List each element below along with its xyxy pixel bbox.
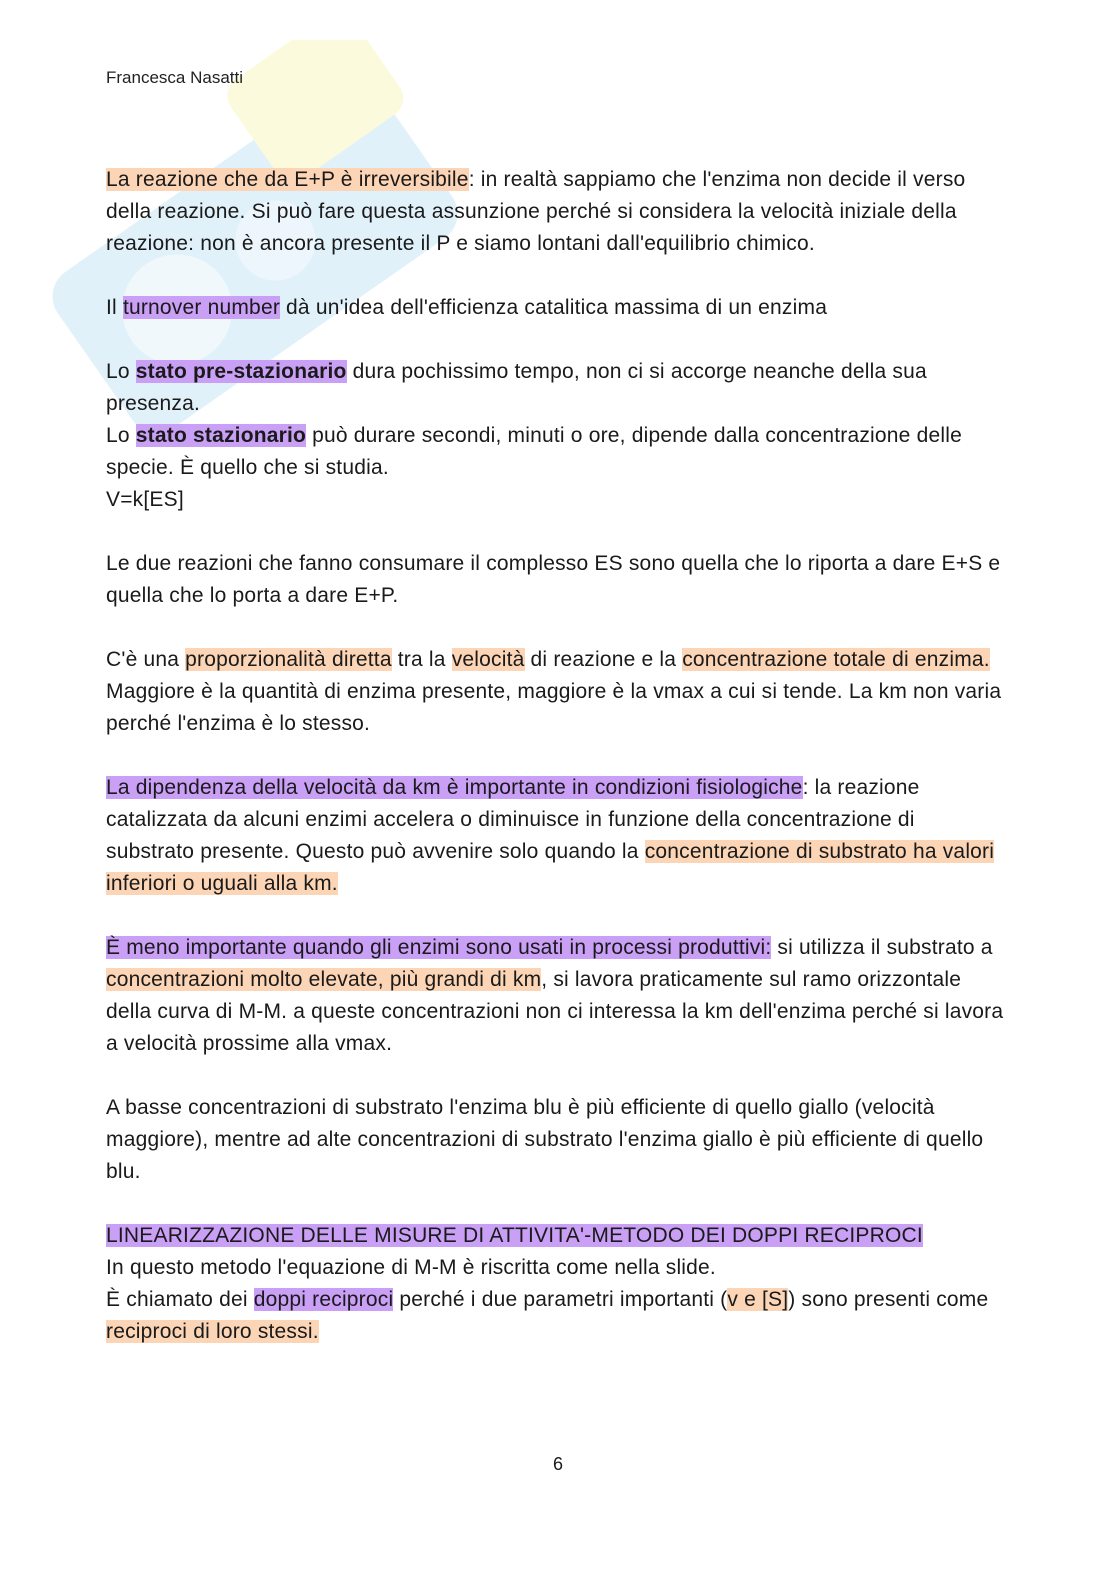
paragraph-method: In questo metodo l'equazione di M-M è riscritta come nella slide. (106, 1256, 716, 1279)
highlight-km-dependence: La dipendenza della velocità da km è importante in condizioni fisiologiche (106, 776, 803, 799)
highlight-turnover-number: turnover number (122, 296, 281, 319)
paragraph-blue-yellow: A basse concentrazioni di substrato l'enzima blu è più efficiente di quello giallo (velocità maggiore), mentre ad alte concentrazioni di substrato l'enzima giallo è più efficiente di quello blu. (106, 1096, 984, 1183)
paragraph-irreversible: La reazione che da E+P è irreversibile: in realtà sappiamo che l'enzima non decide il verso della reazione. Si può fare questa assunzione perché si considera la velocità iniziale della reazione: non è ancora presente il P e siamo lontani dall'equilibrio chimico. (106, 168, 966, 255)
section-heading-linearization (106, 1220, 1006, 1252)
highlight-double-reciprocal: doppi reciproci (253, 1288, 394, 1311)
highlight-irreversible: La reazione che da E+P è irreversibile (106, 168, 469, 191)
paragraph-physiological: La dipendenza della velocità da km è importante in condizioni fisiologiche: la reazione catalizzata da alcuni enzimi accelera o diminuisce in funzione della concentrazione di substrato presente. Questo può avvenire solo quando la concentrazione di substrato ha valori inferiori o uguali alla km. (106, 776, 995, 895)
highlight-high-concentrations: concentrazioni molto elevate, più grandi di km (106, 968, 542, 991)
author-header: Francesca Nasatti (106, 68, 243, 87)
formula-velocity: V=k[ES] (106, 488, 184, 511)
highlight-stationary: stato stazionario (135, 424, 307, 447)
paragraph-proportionality: C'è una proporzionalità diretta tra la velocità di reazione e la concentrazione totale di enzima. (106, 648, 990, 671)
highlight-velocity: velocità (451, 648, 525, 671)
paragraph-vmax: Maggiore è la quantità di enzima presente, maggiore è la vmax a cui si tende. La km non varia perché l'enzima è lo stesso. (106, 680, 1002, 735)
paragraph-pre-stationary: Lo stato pre-stazionario dura pochissimo tempo, non ci si accorge neanche della sua presenza. (106, 360, 927, 415)
highlight-proportionality: proporzionalità diretta (185, 648, 392, 671)
highlight-pre-stationary: stato pre-stazionario (135, 360, 347, 383)
highlight-reciprocals: reciproci di loro stessi. (106, 1320, 319, 1343)
highlight-linearization: LINEARIZZAZIONE DELLE MISURE DI ATTIVITA'-METODO DEI DOPPI RECIPROCI (106, 1224, 923, 1247)
page-number: 6 (552, 1454, 563, 1474)
paragraph-productive: È meno importante quando gli enzimi sono usati in processi produttivi: si utilizza il substrato a concentrazioni molto elevate, più grandi di km, si lavora praticamente sul ramo orizzontale della curva di M-M. a queste concentrazioni non ci interessa la km dell'enzima perché si lavora a velocità prossime alla vmax. (106, 936, 1004, 1055)
highlight-total-concentration: concentrazione totale di enzima. (682, 648, 990, 671)
highlight-v-and-s: v e [S] (727, 1288, 789, 1311)
paragraph-double-reciprocal: È chiamato dei doppi reciproci perché i due parametri importanti (v e [S]) sono presenti come reciproci di loro stessi. (106, 1288, 989, 1343)
highlight-low-substrate: concentrazione di substrato ha valori inferiori o uguali alla km. (106, 840, 995, 895)
paragraph-es-consumption: Le due reazioni che fanno consumare il complesso ES sono quella che lo riporta a dare E+S e quella che lo porta a dare E+P. (106, 552, 1001, 607)
highlight-less-important: È meno importante quando gli enzimi sono usati in processi produttivi: (106, 936, 772, 959)
document-body (106, 164, 1006, 1348)
paragraph-turnover: Il turnover number dà un'idea dell'efficienza catalitica massima di un enzima (106, 296, 828, 319)
paragraph-stationary: Lo stato stazionario può durare secondi, minuti o ore, dipende dalla concentrazione delle specie. È quello che si studia. (106, 424, 962, 479)
